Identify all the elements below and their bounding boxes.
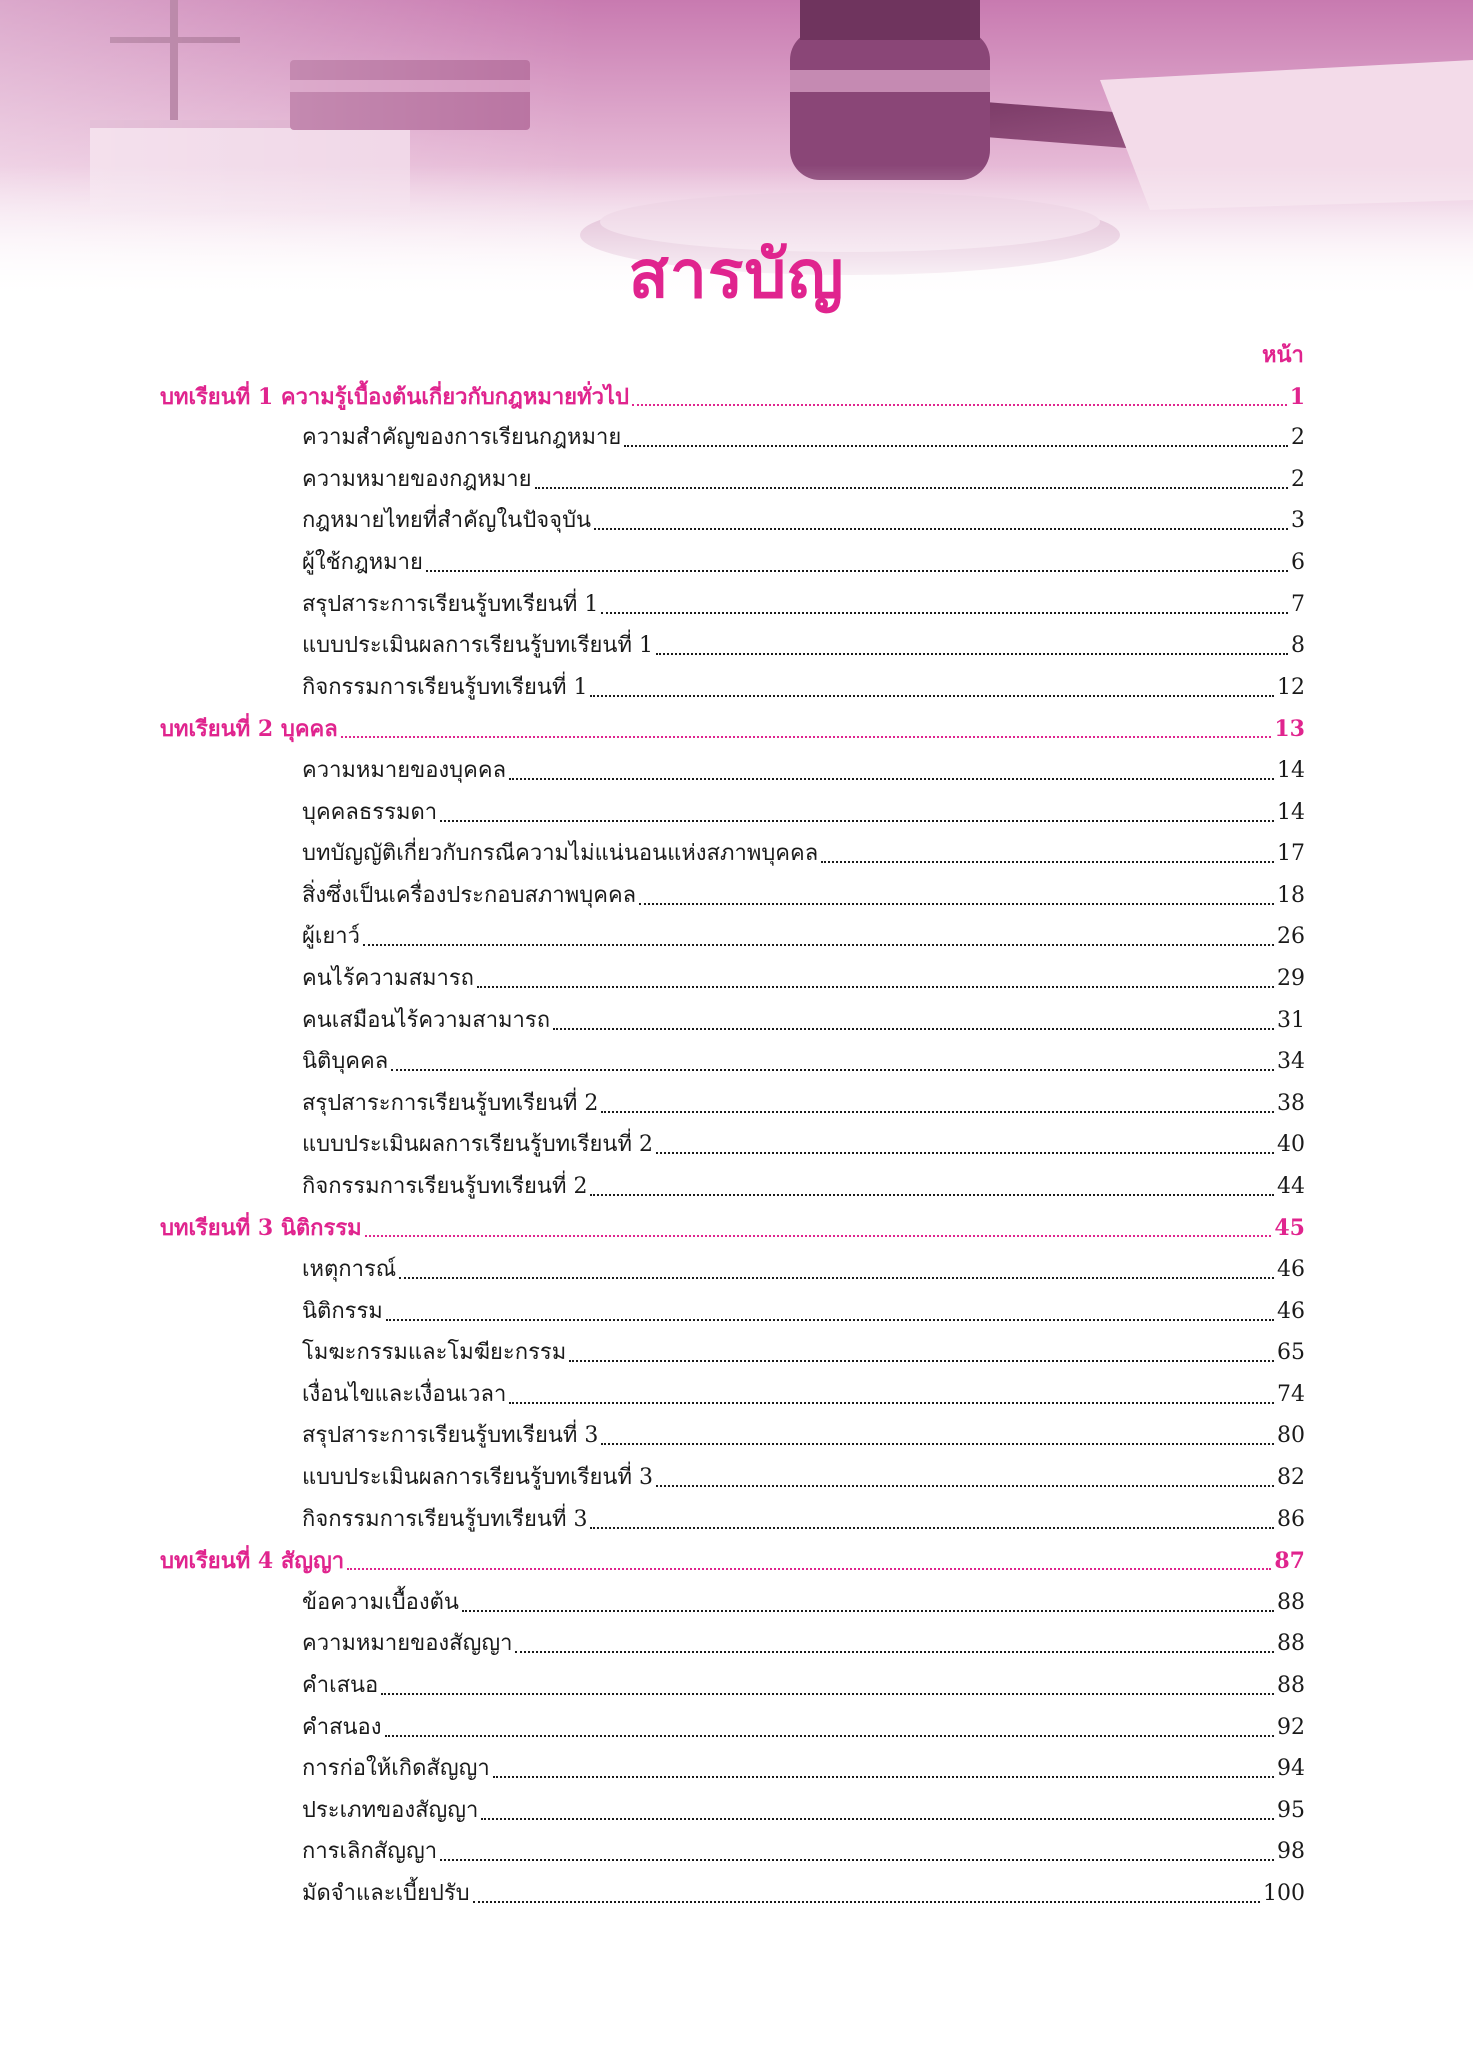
toc-page-number: 13 [1274,716,1305,743]
toc-entry-label: ความหมายของสัญญา [302,1631,513,1657]
toc-item-row[interactable] [160,663,1305,705]
toc-page-number: 31 [1277,1007,1305,1033]
toc-item-row[interactable] [160,996,1305,1038]
dot-leader [821,861,1274,863]
toc-page-number: 17 [1277,841,1305,867]
toc-item-row[interactable] [160,830,1305,872]
toc-page-number: 18 [1277,882,1305,908]
toc-entry-label: บทเรียนที่ 3 นิติกรรม [160,1215,362,1242]
toc-item-row[interactable] [160,580,1305,622]
toc-entry-label: บุคคลธรรมดา [302,799,438,825]
toc-entry-label: การเลิกสัญญา [302,1839,438,1865]
toc-entry-label: นิติกรรม [302,1298,383,1324]
toc-entry-label: ข้อความเบื้องต้น [302,1589,459,1615]
dot-leader [493,1776,1274,1778]
toc-page-number: 46 [1277,1298,1305,1324]
toc-page-number: 38 [1277,1090,1305,1116]
dot-leader [365,1235,1272,1237]
dot-leader [624,445,1288,447]
toc-page-number: 29 [1277,965,1305,991]
toc-entry-label: ความสำคัญของการเรียนกฎหมาย [302,425,622,451]
dot-leader [481,1818,1274,1820]
toc-entry-label: ผู้เยาว์ [302,924,361,950]
toc-page-number: 3 [1291,508,1305,534]
dot-leader [656,1485,1274,1487]
toc-page-number: 65 [1277,1340,1305,1366]
toc-entry-label: ผู้ใช้กฎหมาย [302,549,423,575]
toc-item-row[interactable] [160,1495,1305,1537]
toc-entry-label: กิจกรรมการเรียนรู้บทเรียนที่ 2 [302,1173,588,1199]
toc-item-row[interactable] [160,1869,1305,1911]
toc-entry-label: คำเสนอ [302,1673,379,1698]
toc-item-row[interactable] [160,954,1305,996]
dot-leader [509,1402,1274,1404]
toc-item-row[interactable] [160,1245,1305,1287]
dot-leader [590,1527,1274,1529]
dot-leader [386,1319,1274,1321]
toc-item-row[interactable] [160,1786,1305,1828]
dot-leader [426,570,1288,572]
toc-entry-label: การก่อให้เกิดสัญญา [302,1756,490,1782]
toc-entry-label: บทเรียนที่ 4 สัญญา [160,1548,345,1575]
toc-page-number: 34 [1277,1049,1305,1075]
toc-page-number: 2 [1291,425,1305,451]
toc-item-row[interactable] [160,497,1305,539]
dot-leader [440,820,1274,822]
toc-item-row[interactable] [160,1703,1305,1745]
dot-leader [440,1859,1274,1861]
toc-item-row[interactable] [160,414,1305,456]
toc-item-row[interactable] [160,1162,1305,1204]
toc-item-row[interactable] [160,455,1305,497]
dot-leader [656,1152,1274,1154]
toc-item-row[interactable] [160,1620,1305,1662]
dot-leader [632,404,1287,406]
dot-leader [399,1277,1274,1279]
toc-entry-label: สรุปสาระการเรียนรู้บทเรียนที่ 3 [302,1423,599,1449]
dot-leader [509,778,1274,780]
toc-page-number: 92 [1277,1714,1305,1740]
toc-page-number: 82 [1277,1465,1305,1491]
toc-item-row[interactable] [160,871,1305,913]
toc-page-number: 80 [1277,1423,1305,1449]
toc-page-number: 98 [1277,1839,1305,1865]
toc-page-number: 8 [1291,633,1305,659]
dot-leader [385,1735,1275,1737]
toc-page-number: 87 [1274,1548,1305,1575]
toc-entry-label: คนไร้ความสมารถ [302,965,474,991]
toc-item-row[interactable] [160,1828,1305,1870]
dot-leader [639,903,1274,905]
dot-leader [477,986,1274,988]
dot-leader [590,695,1274,697]
toc-entry-label: กิจกรรมการเรียนรู้บทเรียนที่ 3 [302,1506,588,1532]
toc-item-row[interactable] [160,1121,1305,1163]
toc-entry-label: บทบัญญัติเกี่ยวกับกรณีความไม่แน่นอนแห่งสภาพบุคคล [302,841,819,867]
toc-entry-label: ความหมายของกฎหมาย [302,466,532,492]
dot-leader [601,1443,1274,1445]
page-column-label: หน้า [1262,342,1304,368]
dot-leader [656,653,1288,655]
toc-item-row[interactable] [160,1038,1305,1080]
toc-page-number: 46 [1277,1257,1305,1283]
dot-leader [594,528,1288,530]
dot-leader [515,1651,1274,1653]
toc-item-row[interactable] [160,1287,1305,1329]
toc-item-row[interactable] [160,746,1305,788]
dot-leader [363,944,1274,946]
toc-entry-label: โมฆะกรรมและโมฆียะกรรม [302,1340,567,1366]
toc-item-row[interactable] [160,538,1305,580]
toc-page-number: 1 [1289,383,1305,410]
toc-page-number: 7 [1291,591,1305,617]
toc-entry-label: บทเรียนที่ 2 บุคคล [160,716,338,743]
dot-leader [601,1111,1274,1113]
toc-entry-label: แบบประเมินผลการเรียนรู้บทเรียนที่ 1 [302,633,653,659]
toc-item-row[interactable] [160,1370,1305,1412]
toc-entry-label: เงื่อนไขและเงื่อนเวลา [302,1381,507,1407]
toc-entry-label: เหตุการณ์ [302,1257,397,1283]
toc-chapter-row[interactable] [160,1204,1305,1246]
dot-leader [462,1610,1274,1612]
toc-entry-label: มัดจำและเบี้ยปรับ [302,1880,470,1906]
dot-leader [341,736,1272,738]
toc-page-number: 95 [1277,1797,1305,1823]
toc-page-number: 74 [1277,1381,1305,1407]
toc-item-row[interactable] [160,913,1305,955]
dot-leader [381,1693,1274,1695]
toc-chapter-row[interactable] [160,705,1305,747]
dot-leader [553,1028,1274,1030]
toc-entry-label: บทเรียนที่ 1 ความรู้เบื้องต้นเกี่ยวกับกฎหมายทั่วไป [160,383,629,410]
toc-page-number: 86 [1277,1506,1305,1532]
toc-item-row[interactable] [160,1412,1305,1454]
toc-item-row[interactable] [160,1329,1305,1371]
toc-page-number: 26 [1277,924,1305,950]
toc-item-row[interactable] [160,1745,1305,1787]
toc-item-row[interactable] [160,1453,1305,1495]
dot-leader [473,1901,1260,1903]
toc-page-number: 12 [1277,674,1305,700]
toc-chapter-row[interactable] [160,1537,1305,1579]
toc-entry-label: กิจกรรมการเรียนรู้บทเรียนที่ 1 [302,674,588,700]
toc-entry-label: นิติบุคคล [302,1049,389,1075]
toc-page-number: 94 [1277,1756,1305,1782]
toc-page-number: 88 [1277,1631,1305,1657]
toc-entry-label: คนเสมือนไร้ความสามารถ [302,1007,551,1033]
toc-entry-label: สรุปสาระการเรียนรู้บทเรียนที่ 1 [302,591,599,617]
toc-page-number: 45 [1274,1215,1305,1242]
toc-item-row[interactable] [160,622,1305,664]
toc-entry-label: แบบประเมินผลการเรียนรู้บทเรียนที่ 2 [302,1132,653,1158]
dot-leader [391,1069,1274,1071]
toc-page-number: 14 [1277,799,1305,825]
toc-entry-label: แบบประเมินผลการเรียนรู้บทเรียนที่ 3 [302,1465,653,1491]
dot-leader [347,1568,1271,1570]
toc-item-row[interactable] [160,788,1305,830]
toc-page-number: 88 [1277,1589,1305,1615]
toc-entry-label: คำสนอง [302,1714,382,1740]
toc-entry-label: สิ่งซึ่งเป็นเครื่องประกอบสภาพบุคคล [302,882,637,908]
toc-page-number: 6 [1291,549,1305,575]
toc-page-number: 44 [1277,1173,1305,1199]
dot-leader [569,1360,1274,1362]
toc-page-number: 14 [1277,757,1305,783]
toc-entry-label: ประเภทของสัญญา [302,1797,479,1823]
toc-entry-label: กฎหมายไทยที่สำคัญในปัจจุบัน [302,508,592,534]
dot-leader [601,612,1288,614]
toc-entry-label: ความหมายของบุคคล [302,757,507,783]
toc-item-row[interactable] [160,1661,1305,1703]
toc-page-number: 2 [1291,466,1305,492]
toc-entry-label: สรุปสาระการเรียนรู้บทเรียนที่ 2 [302,1090,599,1116]
page-title: สารบัญ [628,236,845,313]
dot-leader [590,1194,1274,1196]
toc-chapter-row[interactable] [160,372,1305,414]
dot-leader [535,487,1288,489]
toc-item-row[interactable] [160,1578,1305,1620]
table-of-contents [160,372,1305,1911]
toc-item-row[interactable] [160,1079,1305,1121]
toc-page-number: 100 [1263,1880,1305,1906]
toc-page-number: 88 [1277,1673,1305,1698]
toc-page-number: 40 [1277,1132,1305,1158]
